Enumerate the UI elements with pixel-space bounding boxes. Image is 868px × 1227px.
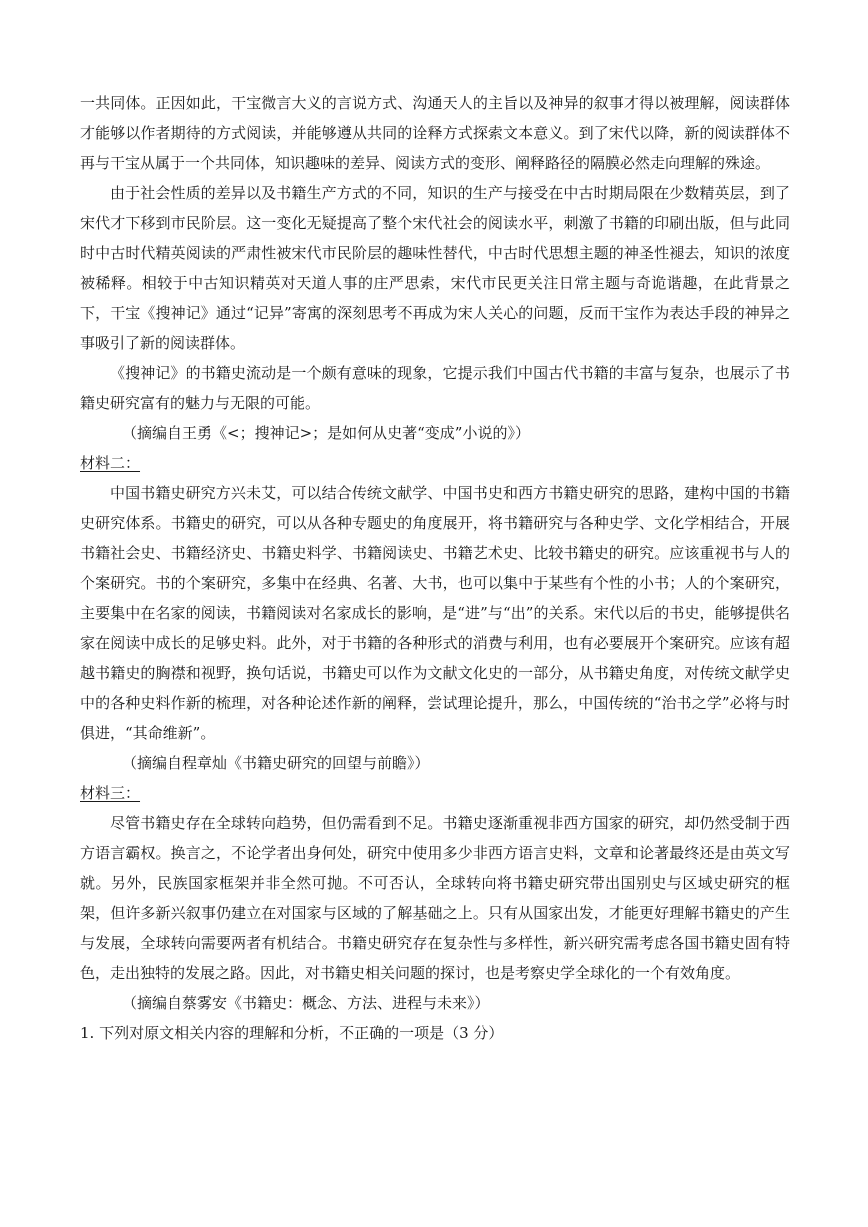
material1-paragraph-3: 《搜神记》的书籍史流动是一个颇有意味的现象，它提示我们中国古代书籍的丰富与复杂，也展示了书籍史研究富有的魅力与无限的可能。 <box>80 364 790 412</box>
material1-paragraph-continued: 一共同体。正因如此，干宝微言大义的言说方式、沟通天人的主旨以及神异的叙事才得以被理解，阅读群体才能够以作者期待的方式阅读，并能够遵从共同的诠释方式探索文本意义。到了宋代以降，新的阅读群体不再与干宝从属于一个共同体，知识趣味的差异、阅读方式的变形、阐释路径的隔膜必然走向理解的殊途。 <box>80 94 790 172</box>
material2-paragraph: 中国书籍史研究方兴未艾，可以结合传统文献学、中国书史和西方书籍史研究的思路，建构中国的书籍史研究体系。书籍史的研究，可以从各种专题史的角度展开，将书籍研究与各种史学、文化学相结合，开展书籍社会史、书籍经济史、书籍史料学、书籍阅读史、书籍艺术史、比较书籍史的研究。应该重视书与人的个案研究。书的个案研究，多集中在经典、名著、大书，也可以集中于某些有个性的小书；人的个案研究，主要集中在名家的阅读，书籍阅读对名家成长的影响，是“进”与“出”的关系。宋代以后的书史，能够提供名家在阅读中成长的足够史料。此外，对于书籍的各种形式的消费与利用，也有必要展开个案研究。应该有超越书籍史的胸襟和视野，换句话说，书籍史可以作为文献文化史的一部分，从书籍史角度，对传统文献学史中的各种史料作新的梳理，对各种论述作新的阐释，尝试理论提升，那么，中国传统的“治书之学”必将与时俱进，“其命维新”。 <box>80 484 790 742</box>
document-page <box>80 88 790 1048</box>
question-1: 1. 下列对原文相关内容的理解和分析，不正确的一项是（3 分） <box>80 1024 504 1042</box>
material3-paragraph: 尽管书籍史存在全球转向趋势，但仍需看到不足。书籍史逐渐重视非西方国家的研究，却仍然受制于西方语言霸权。换言之，不论学者出身何处，研究中使用多少非西方语言史料，文章和论著最终还是由英文写就。另外，民族国家框架并非全然可抛。不可否认，全球转向将书籍史研究带出国别史与区域史研究的框架，但许多新兴叙事仍建立在对国家与区域的了解基础之上。只有从国家出发，才能更好理解书籍史的产生与发展，全球转向需要两者有机结合。书籍史研究存在复杂性与多样性，新兴研究需考虑各国书籍史固有特色，走出独特的发展之路。因此，对书籍史相关问题的探讨，也是考察史学全球化的一个有效角度。 <box>80 814 790 982</box>
material2-heading: 材料二： <box>80 454 141 472</box>
material1-source: （摘编自王勇《<；搜神记>；是如何从史著“变成”小说的》） <box>122 424 530 442</box>
material3-source: （摘编自蔡雾安《书籍史：概念、方法、进程与未来》） <box>122 994 490 1012</box>
material3-heading: 材料三： <box>80 784 141 802</box>
material1-paragraph-2: 由于社会性质的差异以及书籍生产方式的不同，知识的生产与接受在中古时期局限在少数精英层，到了宋代才下移到市民阶层。这一变化无疑提高了整个宋代社会的阅读水平，刺激了书籍的印刷出版，但与此同时中古时代精英阅读的严肃性被宋代市民阶层的趣味性替代，中古时代思想主题的神圣性褪去，知识的浓度被稀释。相较于中古知识精英对天道人事的庄严思索，宋代市民更关注日常主题与奇诡谐趣，在此背景之下，干宝《搜神记》通过“记异”寄寓的深刻思考不再成为宋人关心的问题，反而干宝作为表达手段的神异之事吸引了新的阅读群体。 <box>80 184 790 352</box>
material2-source: （摘编自程章灿《书籍史研究的回望与前瞻》） <box>122 754 430 772</box>
